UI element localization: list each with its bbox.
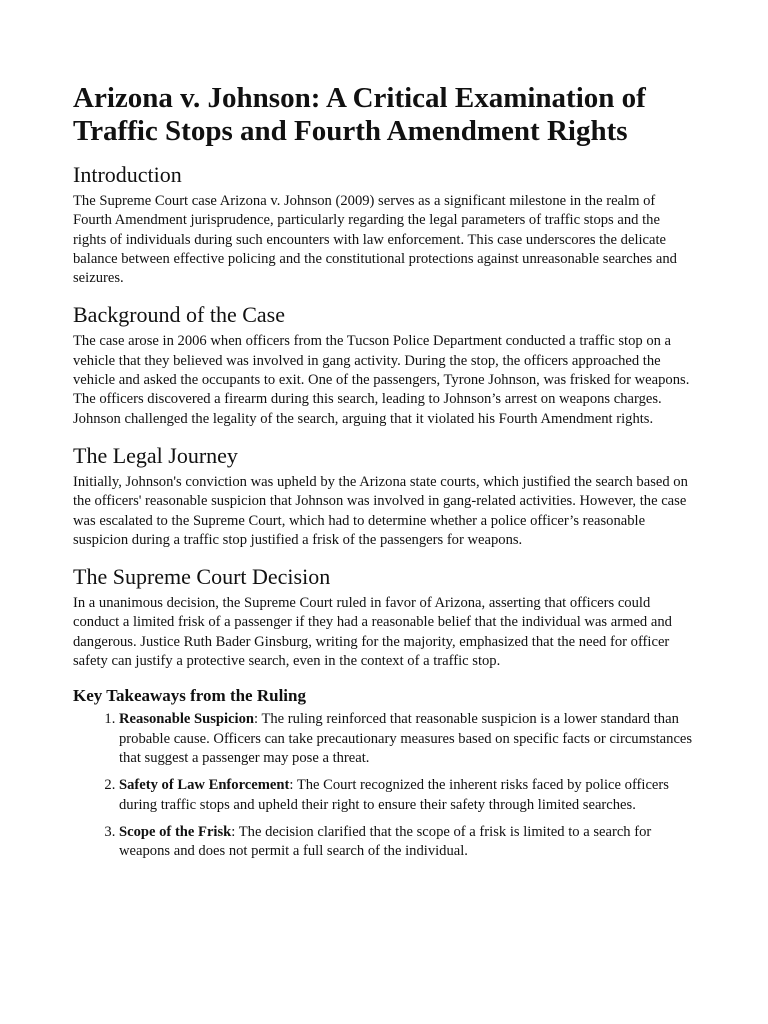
section-body-background: The case arose in 2006 when officers from the Tucson Police Department conducted a traffic stop on a vehicle that they believed was involved in gang activity. During the stop, the officers approached the vehicle and asked the occupants to exit. One of the passengers, Tyrone Johnson, was frisked for weapons. The officers discovered a firearm during this search, leading to Johnson’s arrest on weapons charges. Johnson challenged the legality of the search, arguing that it violated his Fourth Amendment rights. bbox=[73, 333, 690, 427]
takeaways-list bbox=[73, 710, 695, 861]
list-item-term: Reasonable Suspicion bbox=[119, 711, 255, 728]
section-introduction bbox=[73, 162, 695, 288]
section-body-introduction: The Supreme Court case Arizona v. Johnson (2009) serves as a significant milestone in the realm of Fourth Amendment jurisprudence, particularly regarding the legal parameters of traffic stops and the rights of individuals during such encounters with law enforcement. This case underscores the delicate balance between effective policing and the constitutional protections against unreasonable searches and seizures. bbox=[73, 193, 677, 287]
section-heading-decision: The Supreme Court Decision bbox=[73, 564, 331, 590]
section-legal-journey bbox=[73, 443, 695, 550]
section-body-legal-journey: Initially, Johnson's conviction was upheld by the Arizona state courts, which justified the search based on the officers' reasonable suspicion that Johnson was involved in gang-related activities. However, the case was escalated to the Supreme Court, which had to determine whether a police officer’s reasonable suspicion during a traffic stop justified a frisk of the passengers for weapons. bbox=[73, 473, 688, 548]
list-item bbox=[119, 776, 695, 815]
section-background bbox=[73, 302, 695, 428]
list-item-text: : The decision clarified that the scope of a frisk is limited to a search for weapons and does not permit a full search of the individual. bbox=[119, 823, 652, 860]
section-body-decision: In a unanimous decision, the Supreme Court ruled in favor of Arizona, asserting that officers could conduct a limited frisk of a passenger if they had a reasonable belief that the individual was armed and dangerous. Justice Ruth Bader Ginsburg, writing for the majority, emphasized that the need for officer safety can justify a protective search, even in the context of a traffic stop. bbox=[73, 595, 672, 670]
list-item bbox=[119, 710, 695, 768]
section-decision bbox=[73, 564, 695, 671]
document-page bbox=[73, 82, 695, 869]
section-heading-takeaways: Key Takeaways from the Ruling bbox=[73, 686, 306, 706]
list-item bbox=[119, 823, 695, 862]
list-item-text: : The Court recognized the inherent risks faced by police officers during traffic stops and upheld their right to ensure their safety through limited searches. bbox=[119, 777, 669, 813]
section-heading-introduction: Introduction bbox=[73, 162, 182, 187]
list-item-term: Scope of the Frisk bbox=[119, 823, 232, 840]
section-heading-background: Background of the Case bbox=[73, 302, 285, 328]
list-item-term: Safety of Law Enforcement bbox=[119, 777, 290, 794]
section-heading-legal-journey: The Legal Journey bbox=[73, 442, 238, 468]
document-title: Arizona v. Johnson: A Critical Examination of Traffic Stops and Fourth Amendment Rights bbox=[73, 82, 646, 147]
list-item-text: : The ruling reinforced that reasonable suspicion is a lower standard than probable cause. Officers can take precautionary measures based on specific facts or circumstances that suggest a passenger may pose a threat. bbox=[119, 711, 693, 766]
section-takeaways bbox=[73, 685, 695, 861]
